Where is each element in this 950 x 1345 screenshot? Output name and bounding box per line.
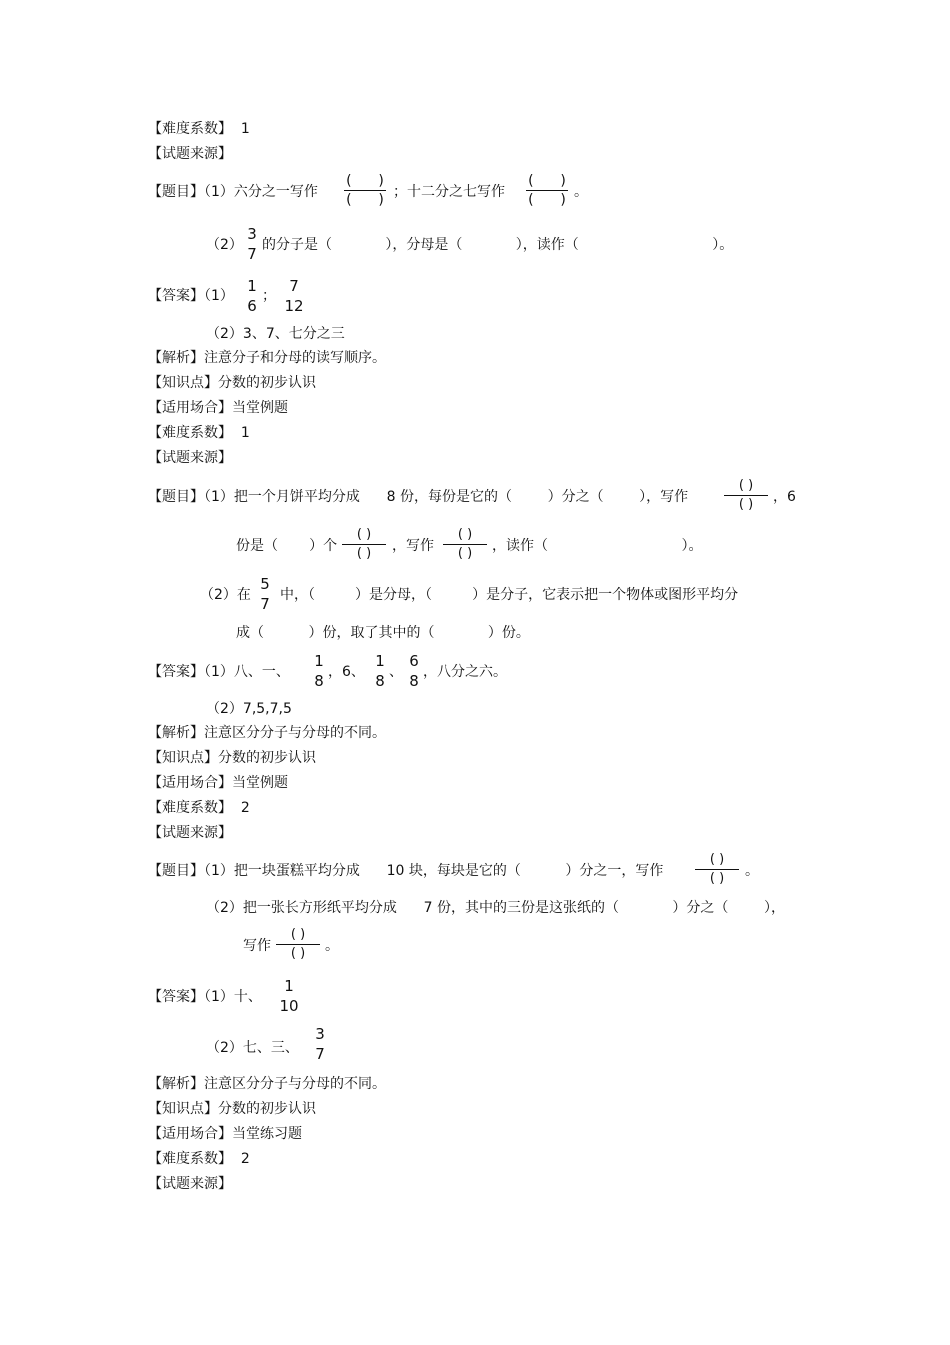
question-text: 。 (745, 863, 759, 879)
blank-numerator: ( ) (738, 478, 754, 493)
answer-row-1 (148, 287, 234, 305)
usage-label: 【适用场合】 (148, 400, 232, 416)
answer-text: （2）3、7、七分之三 (206, 326, 345, 342)
numerator: 7 (289, 277, 299, 295)
answer-row-1 (148, 663, 290, 681)
knowledge-text: 分数的初步认识 (218, 750, 316, 766)
question-text: 成（ ）份，取了其中的（ ）份。 (236, 625, 530, 641)
analysis-row (148, 349, 386, 367)
knowledge-label: 【知识点】 (148, 375, 218, 391)
answer-text: ； (262, 288, 276, 304)
question-text: 。 (574, 184, 588, 200)
analysis-text: 注意分子和分母的读写顺序。 (204, 350, 386, 366)
answer-row-1 (148, 988, 262, 1006)
difficulty-row (148, 1150, 250, 1168)
numerator: 1 (375, 652, 385, 670)
numerator: 3 (247, 225, 257, 243)
blank-fraction (522, 172, 572, 209)
numerator: 3 (315, 1025, 325, 1043)
source-label: 【试题来源】 (148, 146, 232, 162)
difficulty-row (148, 424, 250, 442)
analysis-label: 【解析】 (148, 1076, 204, 1092)
difficulty-value: 2 (240, 1151, 250, 1167)
blank-fraction (442, 526, 488, 563)
analysis-text: 注意区分分子与分母的不同。 (204, 725, 386, 741)
difficulty-label: 【难度系数】 (148, 1151, 232, 1167)
usage-text: 当堂练习题 (232, 1126, 302, 1142)
difficulty-row (148, 799, 250, 817)
fraction (282, 276, 306, 316)
knowledge-label: 【知识点】 (148, 1101, 218, 1117)
blank-denominator: ( ) (709, 871, 725, 886)
question-label: 【题目】 (148, 184, 204, 200)
question-text: 。 (325, 938, 339, 954)
question-text: （1）把一块蛋糕平均分成 10 块，每块是它的（ ）分之一，写作 (204, 863, 664, 879)
answer-text: ，八分之六。 (423, 664, 507, 680)
blank-denominator: ( ) (738, 497, 754, 512)
fraction (311, 1024, 329, 1064)
blank-numerator: ( ) (290, 927, 306, 942)
usage-text: 当堂例题 (232, 775, 288, 791)
question-text: ，读作（ ）。 (492, 538, 703, 554)
blank-denominator: ( ) (356, 546, 372, 561)
difficulty-value: 1 (240, 425, 250, 441)
denominator: 7 (247, 245, 257, 263)
usage-row (148, 1125, 302, 1143)
blank-fraction (340, 172, 390, 209)
blank-numerator: ( ) (457, 527, 473, 542)
knowledge-row (148, 1100, 316, 1118)
usage-text: 当堂例题 (232, 400, 288, 416)
fraction (310, 651, 328, 691)
source-row (148, 449, 232, 467)
knowledge-text: 分数的初步认识 (218, 375, 316, 391)
blank-numerator: ( ) (346, 173, 384, 189)
analysis-label: 【解析】 (148, 725, 204, 741)
answer-text: （1）十、 (204, 989, 262, 1005)
source-row (148, 1175, 232, 1193)
usage-label: 【适用场合】 (148, 1126, 232, 1142)
answer-text: 、 (389, 664, 403, 680)
denominator: 6 (247, 297, 257, 315)
question-row-1 (148, 488, 688, 506)
analysis-row (148, 724, 386, 742)
blank-fraction (275, 926, 321, 963)
analysis-row (148, 1075, 386, 1093)
denominator: 7 (315, 1045, 325, 1063)
answer-label: 【答案】 (148, 989, 204, 1005)
fraction (243, 224, 261, 264)
blank-fraction (723, 477, 769, 514)
source-label: 【试题来源】 (148, 825, 232, 841)
answer-text: （2）七、三、 (206, 1040, 299, 1056)
analysis-text: 注意区分分子与分母的不同。 (204, 1076, 386, 1092)
knowledge-row (148, 374, 316, 392)
answer-label: 【答案】 (148, 288, 204, 304)
difficulty-label: 【难度系数】 (148, 425, 232, 441)
knowledge-row (148, 749, 316, 767)
denominator: 10 (279, 997, 299, 1015)
question-text: （1）把一个月饼平均分成 8 份，每份是它的（ ）分之（ ），写作 (204, 489, 689, 505)
difficulty-row (148, 120, 250, 138)
difficulty-label: 【难度系数】 (148, 121, 232, 137)
blank-numerator: ( ) (709, 852, 725, 867)
question-text: （1）六分之一写作 (204, 184, 318, 200)
question-text: 中，（ ）是分母，（ ）是分子，它表示把一个物体或图形平均分 (280, 587, 739, 603)
difficulty-value: 1 (240, 121, 250, 137)
knowledge-text: 分数的初步认识 (218, 1101, 316, 1117)
answer-text: ，6、 (328, 664, 365, 680)
question-text: （2） (206, 237, 243, 253)
numerator: 1 (314, 652, 324, 670)
question-label: 【题目】 (148, 863, 204, 879)
blank-numerator: ( ) (528, 173, 566, 189)
question-text: 的分子是（ ），分母是（ ），读作（ ）。 (262, 237, 734, 253)
question-text: ，6 (773, 489, 796, 505)
analysis-label: 【解析】 (148, 350, 204, 366)
question-text: 份是（ ）个 (236, 538, 338, 554)
blank-denominator: ( ) (528, 192, 566, 208)
question-row-1 (148, 183, 318, 201)
question-text: （2）在 (200, 587, 251, 603)
numerator: 6 (409, 652, 419, 670)
denominator: 8 (314, 672, 324, 690)
fraction (405, 651, 423, 691)
question-text: 写作 (243, 938, 271, 954)
fraction (243, 276, 261, 316)
answer-label: 【答案】 (148, 664, 204, 680)
source-label: 【试题来源】 (148, 450, 232, 466)
answer-text: （1） (204, 288, 234, 304)
usage-label: 【适用场合】 (148, 775, 232, 791)
numerator: 5 (260, 575, 270, 593)
fraction (256, 574, 274, 614)
question-row-1 (148, 862, 663, 880)
difficulty-value: 2 (240, 800, 250, 816)
fraction (276, 976, 302, 1016)
question-text: ，写作 (392, 538, 434, 554)
fraction (371, 651, 389, 691)
usage-row (148, 774, 288, 792)
answer-text: （1）八、一、 (204, 664, 290, 680)
question-text: （2）把一张长方形纸平均分成 7 份，其中的三份是这张纸的（ ）分之（ ）， (206, 900, 785, 916)
source-row (148, 824, 232, 842)
denominator: 7 (260, 595, 270, 613)
denominator: 8 (375, 672, 385, 690)
source-label: 【试题来源】 (148, 1176, 232, 1192)
blank-numerator: ( ) (356, 527, 372, 542)
blank-fraction (341, 526, 387, 563)
numerator: 1 (247, 277, 257, 295)
question-label: 【题目】 (148, 489, 204, 505)
denominator: 8 (409, 672, 419, 690)
source-row (148, 145, 232, 163)
blank-denominator: ( ) (290, 946, 306, 961)
difficulty-label: 【难度系数】 (148, 800, 232, 816)
blank-fraction (694, 851, 740, 888)
numerator: 1 (284, 977, 294, 995)
blank-denominator: ( ) (457, 546, 473, 561)
answer-text: （2）7,5,7,5 (206, 701, 292, 717)
question-text: ；十二分之七写作 (393, 184, 505, 200)
denominator: 12 (284, 297, 304, 315)
blank-denominator: ( ) (346, 192, 384, 208)
knowledge-label: 【知识点】 (148, 750, 218, 766)
usage-row (148, 399, 288, 417)
